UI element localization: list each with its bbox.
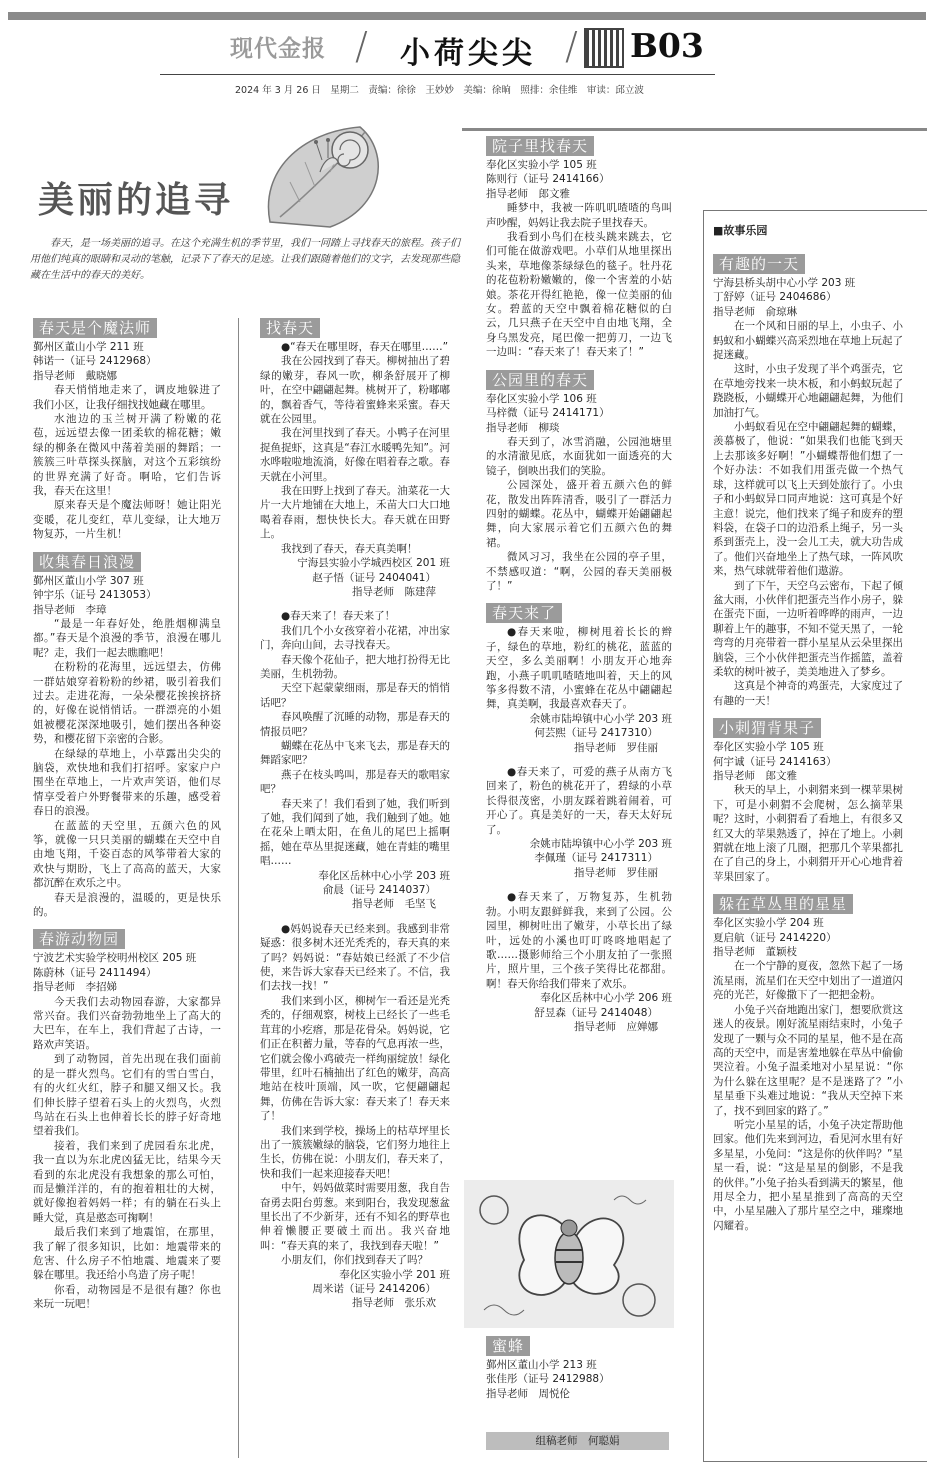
feature-title: 美丽的追寻 [38,179,234,221]
article-title: 有趣的一天 [713,254,805,274]
article-title: 躲在草丛里的星星 [713,894,853,914]
school: 奉化区岳林中心小学 206 班 [540,992,672,1005]
article-title: 春天来了 [486,603,562,623]
column-divider [238,318,239,1458]
teacher: 指导老师 毛坚飞 [352,898,436,911]
article-title: 收集春日浪漫 [33,552,141,572]
paragraph: 我们几个小女孩穿着小花裙，冲出家门，奔向山间，去寻找春天。 [260,624,450,652]
section-rule [462,128,927,131]
article-title: 小刺猬背果子 [713,718,821,738]
teacher: 指导老师 柳琰 [486,421,560,434]
paragraph: 燕子在枝头鸣叫，那是春天的歌唱家吧？ [260,768,450,796]
author: 陈则行（证号 2414166） [486,173,610,186]
column-3 [486,136,672,1034]
section-label: ■故事乐园 [713,224,768,237]
article-title: 春天是个魔法师 [33,318,157,338]
paragraph: 春天悄悄地走来了，调皮地躲进了我们小区，让我仔细找找她藏在哪里。 [33,384,221,411]
section-name: 小荷尖尖 [400,36,536,71]
paragraph: 秋天的早上，小刺猬来到一棵苹果树下，可是小刺猬不会爬树，怎么摘苹果呢？这时，小刺猬看了看地上，有很多又红又大的苹果熟透了，掉在了地上。小刺猬就在地上滚了几圈，把那几个苹果都扎在了自己的身上，小刺猬开开心心地背着苹果回家了。 [713,784,903,883]
paragraph: 天空下起蒙蒙细雨，那是春天的悄悄话吧？ [260,682,450,709]
paper-name: 现代金报 [230,35,326,62]
paragraph: 今天我们去动物园春游，大家都异常兴奋。我们兴奋勃勃地坐上了高大的大巴车，在车上，我们背起了古诗，一路欢声笑语。 [33,995,221,1051]
paragraph: 到了动物园，首先出现在我们面前的是一群火烈鸟。它们有的雪白雪白，有的火红火红，脖子和腿又细又长。我们伸长脖子望着石头上的火烈鸟，火烈鸟站在石头上也伸着长长的脖子好奇地望着我们。 [33,1053,221,1138]
article-title: 蜜蜂 [486,1336,530,1356]
article-title: 院子里找春天 [486,136,594,156]
school: 奉化区实验小学 201 班 [339,1268,450,1281]
school: 鄞州区董山小学 211 班 [33,341,144,353]
school: 鄞州区董山小学 307 班 [33,574,144,587]
paragraph: 春天来了！我们看到了她，我们听到了她，我们闻到了她，我们触到了她。她在花朵上晒太阳，在鱼儿的尾巴上摇啊摇，她在草丛里捉迷藏，她在青蛙的嘴里唱…… [260,797,450,868]
author: 张佳彤（证号 2412988） [486,1373,610,1386]
author: 俞晨（证号 2414037） [322,884,436,897]
paragraph: 春天到了，冰雪消融，公园池塘里的水清澈见底，水面犹如一面透亮的大镜子，倒映出我们的笑脸。 [486,435,672,477]
teacher: 指导老师 李招娣 [33,981,117,994]
paragraph: 在一个风和日丽的早上，小虫子、小蚂蚁和小蝴蝶兴高采烈地在草地上玩起了捉迷藏。 [713,320,903,362]
paragraph: 这时，小虫子发现了半个鸡蛋壳，它在草地旁找来一块木板，和小蚂蚁玩起了跷跷板，小蝴蝶开心地翩翩起舞，为他们加油打气。 [713,363,903,419]
teacher: 指导老师 董颖枝 [713,946,797,959]
column-1 [33,318,221,1312]
school: 鄞州区董山小学 213 班 [486,1359,597,1371]
date-line: 2024 年 3 月 26 日 星期二 责编：徐徐 王妙妙 美编：徐晌 照排：余佳维 审读：邱立波 [235,85,644,96]
school: 余姚市陆埠镇中心小学 203 班 [529,838,672,851]
author: 钟宇乐（证号 2413053） [33,589,157,602]
paragraph: 公园深处，盛开着五颜六色的鲜花，散发出阵阵清香，吸引了一群活力四射的蝴蝶。花丛中，蝴蝶开始翩翩起舞，向大家展示着它们五颜六色的舞裙。 [486,479,672,549]
school: 奉化区实验小学 204 班 [713,917,824,930]
teacher: 指导老师 陈建萍 [352,585,436,598]
paragraph: 接着，我们来到了虎园看东北虎，我一直以为东北虎凶猛无比，结果今天看到的东北虎没有我想象的那么可怕，而是懒洋洋的，有的抱着粗壮的大树，就好像抱着妈妈一样；有的躺在石头上睡大觉，真是憨态可掬啊！ [33,1139,221,1224]
teacher: 指导老师 戴晓娜 [33,369,117,382]
paragraph: 小蚂蚁看见在空中翩翩起舞的蝴蝶，羡慕极了，他说：“如果我们也能飞到天上去那该多好啊！”小蝴蝶帮他们想了一个好办法：不如我们用蛋壳做一个热气球，这样就可以飞上天到处旅行了。小虫子和小蚂蚁异口同声地说：这可真是个好主意！说完，他们找来了绳子和废弃的塑料袋，在袋子口的边沿系上绳子，另一头系到蛋壳上，没一会儿工夫，就大功告成了。他们兴奋地坐上了热气球，一阵风吹来，热气球就带着他们遨游。 [713,421,903,578]
paragraph: 中午，妈妈做菜时需要用葱，我自告奋勇去阳台剪葱。来到阳台，我发现葱盆里长出了不少新芽，还有不知名的野草也伸着懒腰正要破土而出。我兴奋地叫：“春天真的来了，我找到春天啦！” [260,1182,450,1252]
paragraph: ●春天来了！春天来了！ [281,610,396,623]
paragraph: 这真是个神奇的鸡蛋壳，大家度过了有趣的一天！ [713,680,903,707]
teacher: 指导老师 应婵娜 [574,1020,658,1033]
article-title: 公园里的春天 [486,370,594,390]
paragraph: 我在公园找到了春天。柳树抽出了碧绿的嫩芽，春风一吹，柳条舒展开了柳叶，在空中翩翩起舞。桃树开了，粉嘟嘟的，飘着香气，等待着蜜蜂来采蜜。春天就在公园里。 [260,355,450,426]
paragraph: ●妈妈说春天已经来到。我感到非常疑惑：很多树木还光秃秃的，春天真的来了吗？妈妈说：“春姑娘已经派了不少信使，来告诉大家春天已经来了。不信，我们去找一找！” [260,922,450,993]
author: 何宇诚（证号 2414163） [713,755,837,768]
paragraph: 我们来到学校，操场上的枯草坪里长出了一簇簇嫩绿的脑袋，它们努力地往上生长，仿佛在说：小朋友们，春天来了，快和我们一起来迎接春天吧！ [260,1124,450,1180]
school: 奉化区实验小学 105 班 [486,159,597,171]
paragraph: 听完小星星的话，小兔子决定帮助他回家。他们先来到河边，看见河水里有好多星星，小兔问：“这是你的伙伴吗？”星星一看，说：“这是星星的倒影，不是我的伙伴。”小兔子抬头看到满天的繁星，他用尽全力，把小星星推到了高高的天空中，小星星融入了那片星空之中，璀璨地闪耀着。 [713,1118,903,1232]
paragraph: 在蓝蓝的天空里，五颜六色的风筝，就像一只只美丽的蝴蝶在天空中自由地飞翔，千姿百态的风筝带着大家的欢快与期盼，飞上了高高的蓝天，大家都沉醉在欢乐之中。 [33,819,221,890]
author: 舒昱森（证号 2414048） [534,1006,658,1019]
top-rule [8,12,926,20]
paragraph: 最后我们来到了地震馆，在那里，我了解了很多知识，比如：地震带来的危害、什么房子不怕地震、地震来了要躲在哪里。我还给小鸟造了房子呢！ [33,1226,221,1282]
author: 夏启航（证号 2414220） [713,931,837,944]
paragraph: 原来春天是个魔法师呀！她让阳光变暖，花儿变红，草儿变绿，让大地万物复苏，一片生机！ [33,499,221,541]
author: 何芸熙（证号 2417310） [534,727,658,740]
teacher: 指导老师 周悦伦 [486,1387,570,1400]
school: 奉化区实验小学 106 班 [486,392,597,405]
teacher: 指导老师 郎文雅 [486,187,570,200]
paragraph: 微风习习，我坐在公园的亭子里，不禁感叹道：“啊，公园的春天美丽极了！” [486,551,672,592]
paragraph: 春天是浪漫的，温暖的，更是快乐的。 [33,891,221,919]
paragraph: 在绿绿的草地上，小草露出尖尖的脑袋，欢快地和我们打招呼。家家户户围坐在草地上，一片欢声笑语，他们尽情享受着户外野餐带来的乐趣，感受着春日的浪漫。 [33,747,221,818]
school: 宁海县实验小学城西校区 201 班 [297,557,450,570]
author: 周米诺（证号 2414206） [312,1283,436,1295]
paragraph: 到了下午，天空乌云密布，下起了倾盆大雨，小伙伴们把蛋壳当作小房子，躲在蛋壳下面，一边听着哗哗的雨声，一边聊着上午的趣事，不知不觉天黑了，一轮弯弯的月亮带着一群小星星从云朵里探出脑袋，三个小伙伴把蛋壳当作摇篮，盖着柔软的树叶被子，美美地进入了梦乡。 [713,579,903,678]
teacher: 指导老师 罗佳丽 [574,866,658,879]
page-number: B03 [630,26,704,65]
teacher: 指导老师 罗佳丽 [574,741,658,754]
teacher: 指导老师 张乐欢 [352,1297,436,1310]
paragraph: 我看到小鸟们在枝头跳来跳去，它们可能在做游戏吧。小草们从地里探出头来，草地像茶绿绿色的毯子。牡丹花的花苞粉粉嫩嫩的，像一个害羞的小姑娘。茶花开得红艳艳，像一位美丽的仙女。碧蓝的天空中飘着棉花糖似的白云，几只燕子在天空中自由地飞翔，全身乌黑发亮，尾巴像一把剪刀，一边飞一边叫：“春天来了！春天来了！” [486,231,672,359]
editor-credit: 组稿老师 何聪娟 [486,1432,669,1450]
teacher: 指导老师 郎文雅 [713,770,797,782]
paragraph: 在一个宁静的夏夜，忽然下起了一场流星雨，流星们在天空中划出了一道道闪亮的光芒，好像撒下了一把把金粉。 [713,960,903,1002]
paragraph: 小朋友们，你们找到春天了吗？ [281,1254,428,1267]
bee-drawing-image [464,1180,674,1328]
paragraph: 你看，动物园是不是很有趣？你也来玩一玩吧！ [33,1283,221,1311]
teacher: 指导老师 俞琼琳 [713,305,797,318]
paragraph: 我找到了春天，春天真美啊！ [281,542,418,555]
author: 韩诺一（证号 2412968） [33,355,157,368]
paragraph: 春风唤醒了沉睡的动物，那是春天的情报员吧？ [260,711,450,738]
divider-slash: / [355,24,368,68]
bee-caption [486,1336,672,1401]
school: 宁波艺术实验学校明州校区 205 班 [33,952,197,965]
paragraph: 睡梦中，我被一阵叽叽喳喳的鸟叫声吵醒，妈妈让我去院子里找春天。 [486,202,672,229]
paragraph: 我在河里找到了春天。小鸭子在河里捉鱼捉虾，这真是“春江水暖鸭先知”。河水哗啦啦地流淌，好像在唱着春之歌。春天就在小河里。 [260,427,450,483]
paragraph: ●春天来啦，柳树甩着长长的辫子，绿色的草地，粉红的桃花，蓝蓝的天空，多么美丽啊！小朋友开心地奔跑，小燕子叽叽喳喳地叫着，天上的风筝多得数不清，小蜜蜂在花丛中翩翩起舞，真美啊，我最喜欢春天了。 [486,626,672,711]
column-2 [260,318,450,1311]
article-title: 找春天 [260,318,320,338]
paragraph: ●春天来了，万物复苏，生机勃勃。小明友跟鲜鲜我，来到了公园。公园里，柳树吐出了嫩芽，小草长出了绿叶，远处的小溪也叮叮咚咚地唱起了歌……摄影师给三个小朋友拍了一张照片，照片里，三个孩子笑得比花都甜。啊！春天你给我们带来了欢乐。 [486,891,672,990]
author: 丁舒婷（证号 2404686） [713,291,837,304]
article-title: 春游动物园 [33,929,125,949]
masthead [160,26,715,75]
school: 奉化区实验小学 105 班 [713,741,824,754]
paragraph: 春天像个花仙子，把大地打扮得无比美丽，生机勃勃。 [260,653,450,680]
author: 赵子悟（证号 2404041） [312,571,436,584]
teacher: 指导老师 李璋 [33,603,107,616]
paragraph: 我们来到小区，柳树乍一看还是光秃秃的，仔细观察，树枝上已经长了一些毛茸茸的小疙瘩，那是花骨朵。妈妈说，它们正在积蓄力量，等春的气息再浓一些，它们就会像小鸡破壳一样绚丽绽放！绿化带里，红叶石楠抽出了红色的嫩芽，高高地站在枝叶顶端，风一吹，它便翩翩起舞，仿佛在告诉大家：春天来了！春天来了！ [260,994,450,1123]
school: 奉化区岳林中心小学 203 班 [318,869,450,882]
author: 李佩瑾（证号 2417311） [534,852,658,865]
author: 陈蔚林（证号 2411494） [33,966,157,979]
paragraph: 蝴蝶在花丛中飞来飞去，那是春天的舞蹈家吧？ [260,739,450,767]
paragraph: 水池边的玉兰树开满了粉嫩的花苞，远远望去像一团柔软的棉花糖；嫩绿的柳条在微风中荡着美丽的舞蹈；一簇簇三叶草探头探脑，对这个五彩缤纷的世界充满了好奇。啊哈，它们告诉我，春天在这里！ [33,413,221,498]
snail-leaf-illustration [250,112,400,232]
qr-code-icon [584,28,624,68]
author: 马梓微（证号 2414171） [486,407,610,420]
column-4 [713,254,903,1233]
school: 余姚市陆埠镇中心小学 203 班 [529,712,672,725]
feature-intro: 春天，是一场美丽的追寻。在这个充满生机的季节里，我们一同踏上寻找春天的旅程。孩子们用他们纯真的眼睛和灵动的笔触，记录下了春天的足迹。让我们跟随着他们的文字，去发现那些隐藏在生活中的春天的美好。 [30,238,460,281]
paragraph: ●春天来了，可爱的燕子从南方飞回来了，粉色的桃花开了，碧绿的小草长得很茂密，小朋友踩着跳着闹着，可开心了。真是美好的一天，春天太好玩了。 [486,766,672,836]
paragraph: 小兔子兴奋地跑出家门，想要欣赏这迷人的夜景。刚好流星雨结束时，小兔子发现了一颗与众不同的星星，他不是在高高的天空中，而是害羞地躲在草丛中偷偷哭泣着。小兔子温柔地对小星星说：“你为什么躲在这里呢？是不是迷路了？”小星星垂下头难过地说：“我从天空掉下来了，找不到回家的路了。” [713,1003,903,1117]
paragraph: “最是一年春好处，绝胜烟柳满皇都。”春天是个浪漫的季节，浪漫在哪儿呢？走，我们一起去瞧瞧吧！ [33,617,221,659]
paragraph: ●“春天在哪里呀，春天在哪里……” [281,341,449,353]
divider-slash: / [565,24,578,68]
paragraph: 我在田野上找到了春天。油菜花一大片一大片地铺在大地上，禾苗大口大口地喝着春雨，想快快长大。春天就在田野上。 [260,485,450,541]
school: 宁海县桥头胡中心小学 203 班 [713,277,856,289]
paragraph: 在粉粉的花海里，远远望去，仿佛一群姑娘穿着粉粉的纱裙，吸引着我们过去。走进花海，一朵朵樱花挨挨挤挤的，好像在说悄悄话。一群漂亮的小姐姐被樱花深深地吸引，她们摆出各种姿势，和樱花留下亲密的合影。 [33,661,221,746]
